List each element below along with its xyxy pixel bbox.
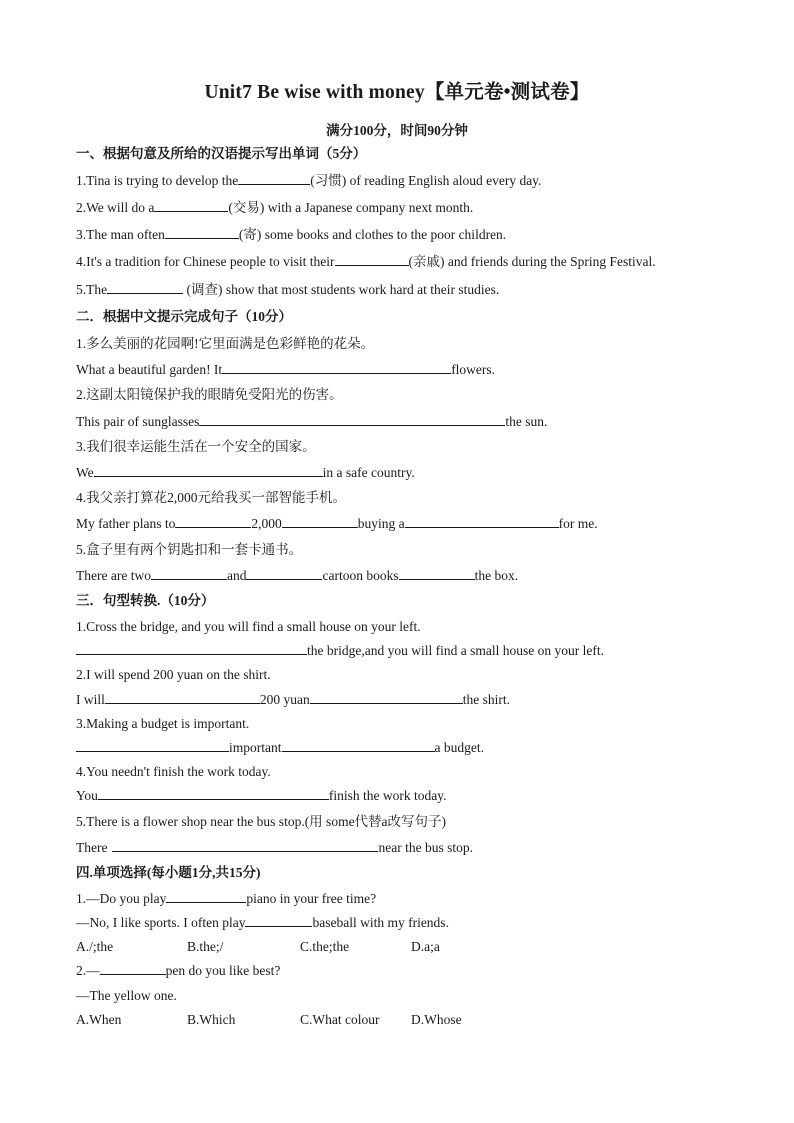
option-b[interactable]: B.Which (187, 1012, 236, 1027)
s4-q2-options (76, 1011, 462, 1029)
text: You (76, 788, 98, 803)
text: important (229, 740, 282, 755)
s2-chinese-3: 3.我们很幸运能生活在一个安全的国家。 (76, 439, 316, 454)
s3-rewrite-1 (76, 642, 604, 660)
text: the sun. (505, 414, 548, 429)
answer-blank[interactable] (222, 361, 451, 374)
text: 1.—Do you play (76, 891, 167, 906)
text: What a beautiful garden! It (76, 362, 223, 377)
text: (习惯) of reading English aloud every day. (310, 173, 542, 188)
text: —No, I like sports. I often play (76, 915, 246, 930)
section-1-heading: 一、根据句意及所给的汉语提示写出单词（5分） (76, 146, 367, 161)
answer-blank[interactable] (175, 515, 251, 528)
text: (寄) some books and clothes to the poor children. (238, 227, 507, 242)
s1-question-4 (76, 253, 656, 271)
text: 2,000 (251, 516, 282, 531)
text: in a safe country. (322, 465, 415, 480)
s3-rewrite-5 (76, 839, 473, 857)
text: 2.— (76, 963, 100, 978)
s3-original-5: 5.There is a flower shop near the bus stop.(用 some代替a改写句子) (76, 814, 447, 829)
s2-question-3 (76, 464, 415, 482)
s2-question-2 (76, 413, 547, 431)
s3-rewrite-3 (76, 739, 484, 757)
section-3-heading: 三．句型转换.（10分） (76, 593, 215, 608)
text: finish the work today. (328, 788, 447, 803)
text: buying a (357, 516, 405, 531)
s1-question-1 (76, 172, 541, 190)
answer-blank[interactable] (245, 914, 312, 927)
option-a[interactable]: A./;the (76, 939, 114, 954)
text: for me. (558, 516, 598, 531)
answer-blank[interactable] (238, 172, 310, 185)
text: baseball with my friends. (312, 915, 449, 930)
text: 1.Tina is trying to develop the (76, 173, 239, 188)
text: 200 yuan (259, 692, 310, 707)
answer-blank[interactable] (105, 691, 260, 704)
answer-blank[interactable] (154, 199, 228, 212)
text: near the bus stop. (378, 840, 473, 855)
score-time-info: 满分100分，时间90分钟 (326, 123, 468, 138)
s3-rewrite-4 (76, 787, 447, 805)
s2-chinese-1: 1.多么美丽的花园啊!它里面满是色彩鲜艳的花朵。 (76, 336, 375, 351)
option-d[interactable]: D.Whose (411, 1012, 462, 1027)
option-b[interactable]: B.the;/ (187, 939, 224, 954)
s2-chinese-5: 5.盒子里有两个钥匙扣和一套卡通书。 (76, 542, 303, 557)
text: There (76, 840, 108, 855)
s4-q2-line-1 (76, 962, 280, 980)
s2-chinese-4: 4.我父亲打算花2,000元给我买一部智能手机。 (76, 490, 346, 505)
text: the bridge,and you will find a small house on your left. (307, 643, 604, 658)
answer-blank[interactable] (310, 691, 463, 704)
s3-original-4: 4.You needn't finish the work today. (76, 764, 271, 779)
text: and (226, 568, 247, 583)
answer-blank[interactable] (199, 413, 505, 426)
option-d[interactable]: D.a;a (411, 939, 440, 954)
s3-rewrite-2 (76, 691, 510, 709)
s2-question-4 (76, 515, 598, 533)
text: a budget. (434, 740, 484, 755)
s2-question-1 (76, 361, 495, 379)
answer-blank[interactable] (94, 464, 323, 477)
s2-chinese-2: 2.这副太阳镜保护我的眼睛免受阳光的伤害。 (76, 387, 343, 402)
answer-blank[interactable] (246, 567, 322, 580)
text: 3.The man often (76, 227, 165, 242)
text: (交易) with a Japanese company next month. (228, 200, 474, 215)
answer-blank[interactable] (282, 515, 358, 528)
answer-blank[interactable] (76, 739, 229, 752)
text: 4.It's a tradition for Chinese people to visit their (76, 254, 335, 269)
answer-blank[interactable] (405, 515, 559, 528)
section-2-heading: 二．根据中文提示完成句子（10分） (76, 309, 292, 324)
answer-blank[interactable] (166, 890, 246, 903)
s3-original-3: 3.Making a budget is important. (76, 716, 250, 731)
answer-blank[interactable] (107, 281, 183, 294)
answer-blank[interactable] (151, 567, 227, 580)
text: 2.We will do a (76, 200, 155, 215)
option-a[interactable]: A.When (76, 1012, 122, 1027)
text: I will (76, 692, 105, 707)
s2-question-5 (76, 567, 518, 585)
text: the box. (474, 568, 519, 583)
text: the shirt. (462, 692, 510, 707)
answer-blank[interactable] (98, 787, 329, 800)
answer-blank[interactable] (165, 226, 239, 239)
text: piano in your free time? (246, 891, 377, 906)
text: cartoon books (322, 568, 399, 583)
text: 5.The (76, 282, 108, 297)
s1-question-3 (76, 226, 506, 244)
s3-original-1: 1.Cross the bridge, and you will find a small house on your left. (76, 619, 421, 634)
answer-blank[interactable] (76, 642, 307, 655)
s4-q1-options (76, 938, 440, 956)
answer-blank[interactable] (100, 962, 166, 975)
s4-q1-line-2 (76, 914, 449, 932)
answer-blank[interactable] (335, 253, 409, 266)
answer-blank[interactable] (282, 739, 435, 752)
option-c[interactable]: C.the;the (300, 939, 350, 954)
text: This pair of sunglasses (76, 414, 200, 429)
page-title: Unit7 Be wise with money【单元卷•测试卷】 (204, 82, 590, 103)
s1-question-5 (76, 281, 499, 299)
answer-blank[interactable] (112, 839, 378, 852)
text: We (76, 465, 94, 480)
text: (调查) show that most students work hard at their studies. (183, 282, 500, 297)
text: My father plans to (76, 516, 176, 531)
s4-q2-line-2: —The yellow one. (76, 988, 177, 1003)
answer-blank[interactable] (399, 567, 475, 580)
text: (亲戚) and friends during the Spring Festival. (408, 254, 656, 269)
s4-q1-line-1 (76, 890, 376, 908)
section-4-heading: 四.单项选择(每小题1分,共15分) (76, 865, 261, 880)
option-c[interactable]: C.What colour (300, 1012, 380, 1027)
s3-original-2: 2.I will spend 200 yuan on the shirt. (76, 667, 271, 682)
text: pen do you like best? (165, 963, 281, 978)
s1-question-2 (76, 199, 473, 217)
text: flowers. (451, 362, 496, 377)
text: There are two (76, 568, 151, 583)
